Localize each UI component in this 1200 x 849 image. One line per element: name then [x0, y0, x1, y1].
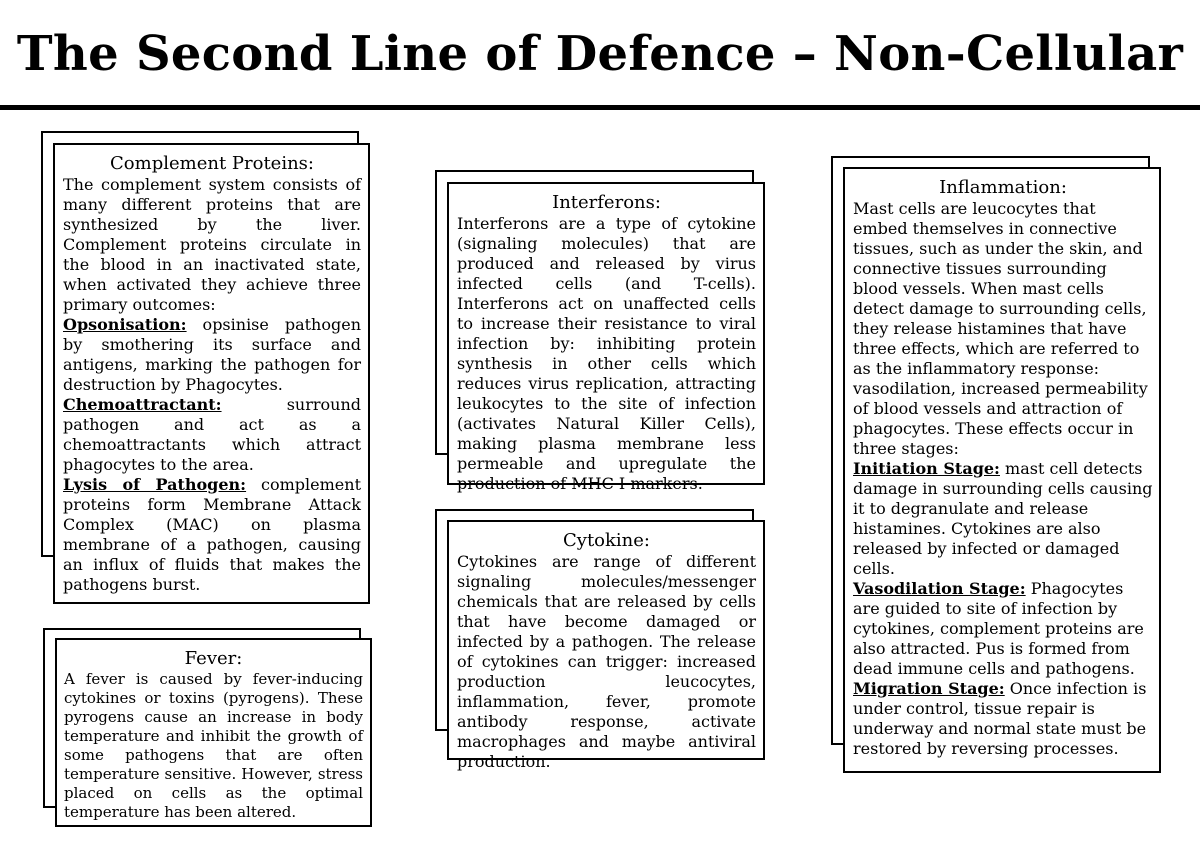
chemoattractant-term: Chemoattractant:	[63, 395, 222, 414]
page-title: The Second Line of Defence – Non-Cellular	[16, 26, 1184, 82]
interferons-card	[447, 182, 765, 493]
initiation-text: mast cell detects damage in surrounding cells causing it to degranulate and release histamines. Cytokines are also released by infected or damaged cells.	[853, 459, 1153, 578]
migration-term: Migration Stage:	[853, 679, 1005, 698]
interferons-body: Interferons are a type of cytokine (signaling molecules) that are produced and released by virus infected cells (and T-cells). Interferons act on unaffected cells to increase their resistance to viral infection by: inhibiting protein synthesis in other cells which reduces virus replication, attracting leukocytes to the site of infection (activates Natural Killer Cells), making plasma membrane less permeable and upregulate the production of MHC I markers.	[457, 214, 756, 493]
vasodilation-text: Phagocytes are guided to site of infection by cytokines, complement proteins are also attracted. Pus is formed from dead immune cells and pathogens.	[853, 579, 1144, 678]
inflammation-item-migration	[853, 679, 1153, 759]
complement-body	[63, 175, 361, 595]
initiation-term: Initiation Stage:	[853, 459, 1000, 478]
inflammation-item-vasodilation	[853, 579, 1153, 679]
lysis-text: complement proteins form Membrane Attack Complex (MAC) on plasma membrane of a pathogen, causing an influx of fluids that makes the pathogens burst.	[63, 475, 361, 594]
title-divider	[0, 105, 1200, 110]
inflammation-card	[843, 167, 1161, 773]
opsonisation-term: Opsonisation:	[63, 315, 187, 334]
complement-item-opsonisation	[63, 315, 361, 395]
inflammation-body	[853, 199, 1153, 759]
cytokine-card	[447, 520, 765, 771]
complement-heading: Complement Proteins:	[110, 153, 314, 174]
complement-item-chemoattractant	[63, 395, 361, 475]
cytokine-body: Cytokines are range of different signaling molecules/messenger chemicals that are released by cells that have become damaged or infected by a pathogen. The release of cytokines can trigger: increased production leucocytes, inflammation, fever, promote antibody response, activate macrophages and maybe antiviral production.	[457, 552, 756, 771]
migration-text: Once infection is under control, tissue repair is underway and normal state must be restored by reversing processes.	[853, 679, 1147, 758]
fever-body: A fever is caused by fever-inducing cytokines or toxins (pyrogens). These pyrogens cause an increase in body temperature and inhibit the growth of some pathogens that are often temperature sensitive. However, stress placed on cells as the optimal temperature has been altered.	[64, 670, 363, 821]
lysis-term: Lysis of Pathogen:	[63, 475, 247, 494]
fever-heading: Fever:	[184, 648, 243, 669]
complement-card	[53, 143, 370, 604]
inflammation-intro: Mast cells are leucocytes that embed themselves in connective tissues, such as under the skin, and connective tissues surrounding blood vessels. When mast cells detect damage to surrounding cells, they release histamines that have three effects, which are referred to as the inflammatory response: vasodilation, increased permeability of blood vessels and attraction of phagocytes. These effects occur in three stages:	[853, 199, 1148, 458]
cytokine-heading: Cytokine:	[563, 530, 650, 551]
chemoattractant-text: surround pathogen and act as a chemoattractants which attract phagocytes to the area.	[63, 395, 361, 474]
complement-item-lysis	[63, 475, 361, 595]
fever-card	[55, 638, 372, 827]
inflammation-item-initiation	[853, 459, 1153, 579]
complement-intro: The complement system consists of many different proteins that are synthesized by the liver. Complement proteins circulate in the blood in an inactivated state, when activated they achieve three primary outcomes:	[63, 175, 361, 314]
interferons-heading: Interferons:	[552, 192, 661, 213]
opsonisation-text: opsinise pathogen by smothering its surface and antigens, marking the pathogen for destruction by Phagocytes.	[63, 315, 361, 394]
inflammation-heading: Inflammation:	[939, 177, 1067, 198]
vasodilation-term: Vasodilation Stage:	[853, 579, 1026, 598]
